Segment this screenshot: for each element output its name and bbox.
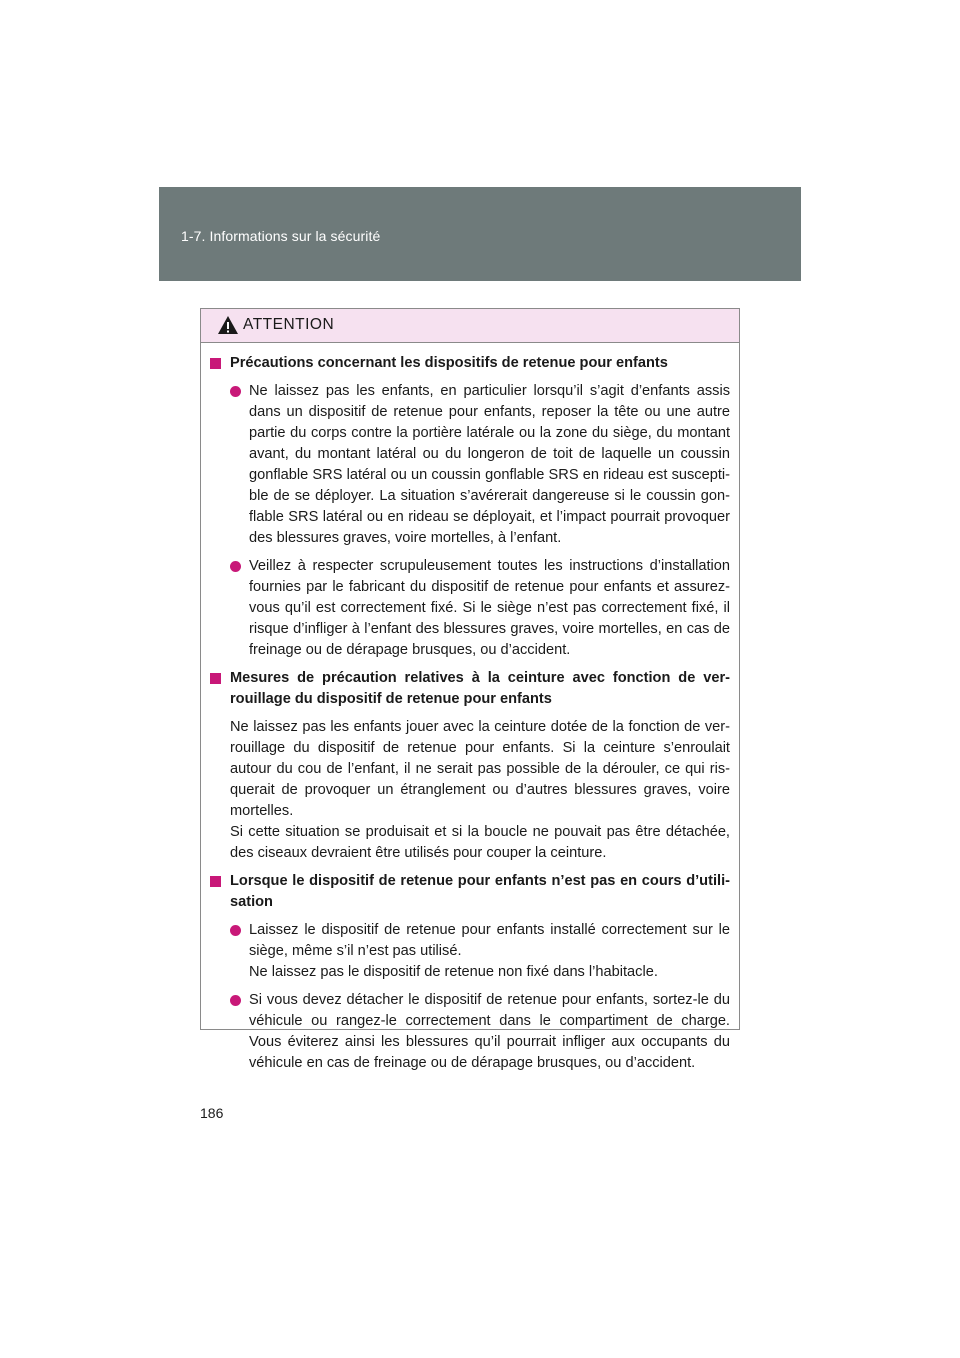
round-bullet-icon (230, 386, 241, 397)
round-bullet-icon (230, 925, 241, 936)
list-item-text: Veillez à respecter scrupuleusement toutes les instructions d’installation fournies par le fabricant du dispositif de retenue pour enfants et assurez-vous qu’il est correctement fixé. Si le siège n’est pas correctement fixé, il risque d’infliger à l’enfant des blessures graves, voire mortelles, en cas de freinage ou de dérapage brusques, ou d’accident. (249, 558, 730, 658)
section-heading (210, 871, 730, 913)
round-bullet-icon (230, 561, 241, 572)
warning-header (201, 309, 739, 343)
list-item (210, 920, 730, 983)
square-bullet-icon (210, 673, 221, 684)
list-item (210, 381, 730, 549)
paragraph-text: Si cette situation se produisait et si la boucle ne pouvait pas être détachée, des ciseaux devraient être utilisés pour couper la ceinture. (230, 824, 730, 861)
chapter-header-band (159, 187, 801, 281)
square-bullet-icon (210, 876, 221, 887)
warning-title: ATTENTION (243, 316, 335, 333)
round-bullet-icon (230, 995, 241, 1006)
section-heading-text: Mesures de précaution relatives à la ceinture avec fonction de ver-rouillage du dispositif de retenue pour enfants (230, 670, 730, 707)
list-item-text: Si vous devez détacher le dispositif de retenue pour enfants, sortez-le du véhicule ou rangez-le correctement dans le compartiment de charge. Vous éviterez ainsi les blessures qu’il pourrait infliger aux occupants du véhicule en cas de freinage ou de dérapage brusques, ou d’accident. (249, 992, 730, 1071)
square-bullet-icon (210, 358, 221, 369)
paragraph-text: Ne laissez pas les enfants jouer avec la ceinture dotée de la fonction de ver-rouillage du dispositif de retenue pour enfants. Si la ceinture s’enroulait autour du cou de l’enfant, il ne serait pas possible de la dérouler, ce qui ris-querait de provoquer un étranglement ou d’autres blessures graves, voire mortelles. (230, 719, 730, 819)
warning-box (200, 308, 740, 1071)
paragraph (210, 717, 730, 864)
section-heading (210, 668, 730, 710)
list-item (210, 990, 730, 1074)
warning-body (201, 343, 739, 1074)
section-title: 1-7. Informations sur la sécurité (181, 228, 381, 244)
list-item-text: Laissez le dispositif de retenue pour enfants installé correctement sur le siège, même s’il n’est pas utilisé. (249, 922, 730, 959)
warning-triangle-icon (217, 315, 239, 335)
section-heading-text: Précautions concernant les dispositifs de retenue pour enfants (230, 355, 668, 371)
list-item-text: Ne laissez pas les enfants, en particulier lorsqu’il s’agit d’enfants assis dans un dispositif de retenue pour enfants, reposer la tête ou une autre partie du corps contre la portière latérale ou la zone du siège, du montant avant, du montant latéral ou du longeron de toit de laquelle un coussin gonflable SRS latéral ou un coussin gonflable SRS en rideau est suscepti-ble de se déployer. La situation s’avérerait dangereuse si le coussin gon-flable SRS latéral ou en rideau se déployait, et l’impact pourrait provoquer des blessures graves, voire mortelles, à l’enfant. (249, 383, 730, 546)
page-number: 186 (200, 1105, 224, 1121)
section-heading-text: Lorsque le dispositif de retenue pour enfants n’est pas en cours d’utili-sation (230, 873, 730, 910)
list-item (210, 556, 730, 661)
section-heading (210, 353, 730, 374)
list-item-text: Ne laissez pas le dispositif de retenue non fixé dans l’habitacle. (249, 964, 658, 980)
